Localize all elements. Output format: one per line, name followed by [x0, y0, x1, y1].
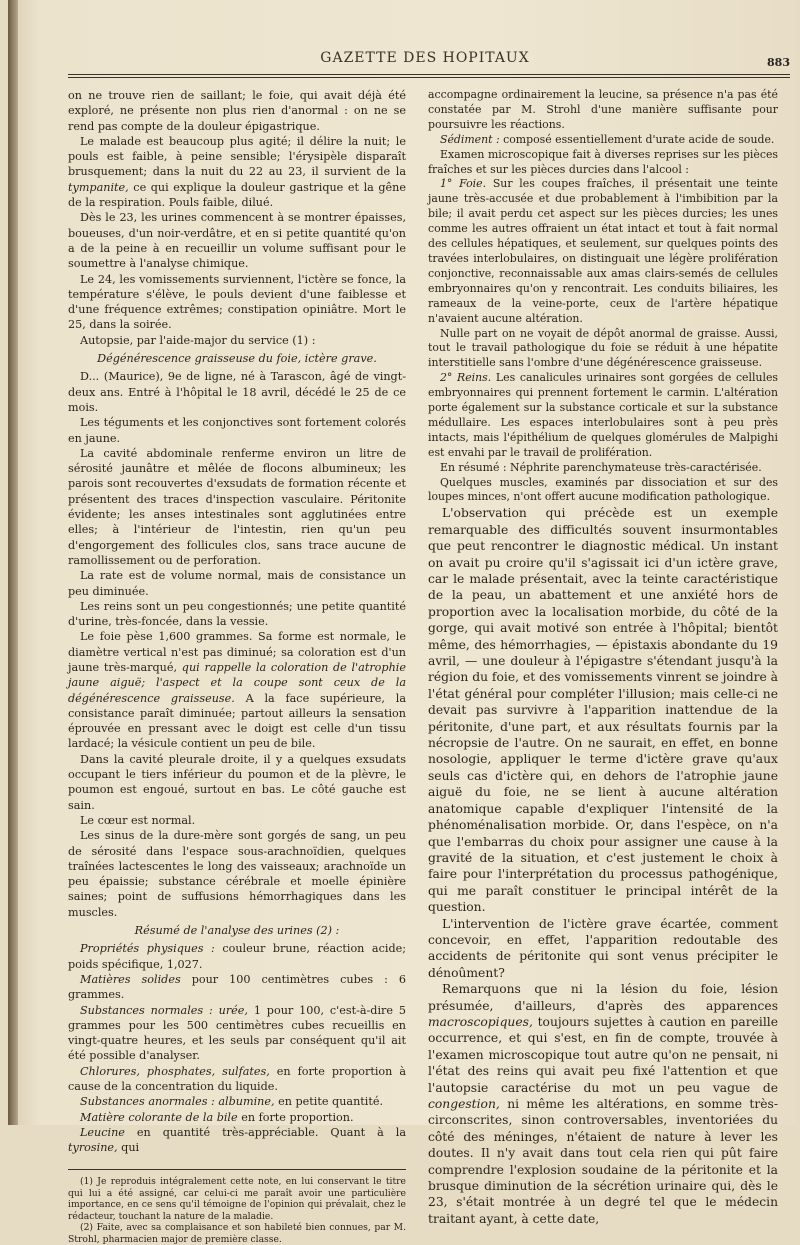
paragraph: Le 24, les vomissements surviennent, l'ictère se fonce, la température s'élève, le pouls devient d'une faiblesse et d'une fréquence extrêmes; constipation opiniâtre. Mort le 25, dans la soirée. [68, 272, 406, 332]
paragraph: Les téguments et les conjonctives sont fortement colorés en jaune. [68, 416, 406, 445]
paragraph: Les sinus de la dure-mère sont gorgés de sang, un peu de sérosité dans l'espace sous-arachnoïdien, quelques traînées lactescentes le long des vaisseaux; arachnoïde un peu épaissie; substance cérébrale et moelle épinière saines; point de suffusions hémorrhagiques dans les muscles. [68, 829, 406, 919]
commentary-block [428, 505, 778, 1227]
paragraph: accompagne ordinairement la leucine, sa présence n'a pas été constatée par M. Strohl d'une manière suffisante pour poursuivre les réactions. [428, 88, 778, 131]
footnote-rule [68, 1169, 406, 1170]
paragraph: La rate est de volume normal, mais de consistance un peu diminuée. [68, 569, 406, 598]
left-column [68, 88, 406, 1245]
paragraph: Dans la cavité pleurale droite, il y a quelques exsudats occupant le tiers inférieur du poumon et de la plèvre, le poumon est engoué, surtout en bas. Le côté gauche est sain. [68, 752, 406, 812]
footnote: (2) Faite, avec sa complaisance et son habileté bien connues, par M. Strohl, pharmacien major de première classe. [68, 1222, 406, 1245]
paragraph: Autopsie, par l'aide-major du service (1) : [80, 333, 316, 347]
page-number: 883 [767, 56, 790, 69]
paragraph: En résumé : Néphrite parenchymateuse très-caractérisée. [440, 460, 762, 474]
paragraph: Le cœur est normal. [80, 813, 196, 827]
header-rule [68, 74, 790, 75]
paragraph: Les reins sont un peu congestionnés; une petite quantité d'urine, très-foncée, dans la vessie. [68, 599, 406, 629]
header-rule-double [68, 77, 790, 78]
paragraph: Leucine en quantité très-appréciable. Quant à la tyrosine, qui [68, 1125, 406, 1155]
paragraph: Remarquons que ni la lésion du foie, lésion présumée, d'ailleurs, d'après des apparences macroscopiques, toujours sujettes à caution en pareille occurrence, et qui s'est, en fin de compte, trouvée à l'examen microscopique tout autre qu'on ne pensait, ni l'état des reins qui avait peu fixé l'attention et que l'autopsie caractérise du mot un peu vague de congestion, ni même les altérations, en somme très-circonscrites, sinon controversables, inventoriées du côté des méninges, n'étaient de nature à lever les doutes. Il n'y avait dans tout cela rien qui pût faire comprendre l'explosion soudaine de la péritonite et la brusque diminution de la sécrétion urinaire qui, dès le 23, s'était montrée à un degré tel que le médecin traitant ayant, à cette date, [428, 982, 778, 1226]
page-header [60, 50, 790, 72]
paragraph: Matières solides pour 100 centimètres cubes : 6 grammes. [68, 972, 406, 1002]
right-column [428, 88, 778, 1227]
footnote: (1) Je reproduis intégralement cette note, en lui conservant le titre qui lui a été assigné, car celui-ci me paraît avoir une particulière importance, en ce sens qu'il témoigne de l'opinion qui prévalait, chez le rédacteur, touchant la nature de la maladie. [68, 1176, 406, 1222]
paragraph: Nulle part on ne voyait de dépôt anormal de graisse. Aussi, tout le travail pathologique du foie se réduit à une hépatite interstitielle sans l'ombre d'une dégénérescence graisseuse. [428, 326, 778, 370]
paragraph: Le malade est beaucoup plus agité; il délire la nuit; le pouls est faible, à peine sensible; l'érysipèle disparaît brusquement; dans la nuit du 22 au 23, il survient de la tympanite, ce qui explique la douleur gastrique et la gêne de la respiration. Pouls faible, dilué. [68, 134, 406, 210]
paragraph: Examen microscopique fait à diverses reprises sur les pièces fraîches et sur les pièces durcies dans l'alcool : [428, 147, 778, 176]
section-heading: Dégénérescence graisseuse du foie, ictère grave. [97, 352, 377, 366]
journal-title: GAZETTE DES HOPITAUX [320, 50, 530, 66]
paragraph: Substances anormales : albumine, en petite quantité. [80, 1095, 384, 1109]
paragraph: 1° Foie. Sur les coupes fraîches, il présentait une teinte jaune très-accusée et due probablement à l'imbibition par la bile; il avait perdu cet aspect sur les pièces durcies; les unes comme les autres offraient un état intact et tout à fait normal des cellules hépatiques, et seulement, sur quelques points des travées interlobulaires, on distinguait une légère prolifération conjonctive, reconnaissable aux amas clairs-semés de cellules embryonnaires qu'on y rencontrait. Les conduits biliaires, les rameaux de la veine-porte, ceux de l'artère hépatique n'avaient aucune altération. [428, 177, 778, 325]
paragraph: Matière colorante de la bile en forte proportion. [80, 1110, 354, 1124]
section-heading: Résumé de l'analyse des urines (2) : [134, 924, 340, 938]
paragraph: Sédiment : composé essentiellement d'urate acide de soude. [440, 132, 775, 146]
paragraph: 2° Reins. Les canalicules urinaires sont gorgées de cellules embryonnaires qui prennent fortement le carmin. L'altération porte également sur la substance corticale et sur la substance médullaire. Les espaces interlobulaires sont à peu près intacts, mais l'épithélium de quelques glomérules de Malpighi est envahi par le travail de prolifération. [428, 371, 778, 459]
paragraph: Propriétés physiques : couleur brune, réaction acide; poids spécifique, 1,027. [68, 942, 406, 971]
paragraph: Chlorures, phosphates, sulfates, en forte proportion à cause de la concentration du liquide. [68, 1064, 406, 1093]
paragraph: L'intervention de l'ictère grave écartée, comment concevoir, en effet, l'apparition redoutable des accidents de péritonite qui sont venus précipiter le dénoûment? [428, 916, 778, 980]
footnotes [68, 1176, 406, 1244]
paragraph: Dès le 23, les urines commencent à se montrer épaisses, boueuses, d'un noir-verdâtre, et en si petite quantité qu'on a de la peine à en recueillir un volume suffisant pour le soumettre à l'analyse chimique. [68, 211, 406, 271]
paragraph: Substances normales : urée, 1 pour 100, c'est-à-dire 5 grammes pour les 500 centimètres cubes recueillis en vingt-quatre heures, et les seuls par conséquent qu'il ait été possible d'analyser. [68, 1003, 406, 1063]
paragraph: D... (Maurice), 9e de ligne, né à Tarascon, âgé de vingt-deux ans. Entré à l'hôpital le 18 avril, décédé le 25 de ce mois. [68, 370, 406, 414]
page-binding [8, 0, 18, 1125]
paragraph: on ne trouve rien de saillant; le foie, qui avait déjà été exploré, ne présente non plus rien d'anormal : on ne se rend pas compte de la douleur épigastrique. [68, 89, 406, 133]
paragraph: Quelques muscles, examinés par dissociation et sur des loupes minces, n'ont offert aucune modification pathologique. [428, 475, 778, 504]
paragraph: L'observation qui précède est un exemple remarquable des difficultés souvent insurmontables que peut rencontrer le diagnostic médical. Un instant on avait pu croire qu'il s'agissait ici d'un ictère grave, car le malade présentait, avec la teinte caractéristique de la peau, un abattement et une anxiété hors de proportion avec la localisation morbide, du côté de la gorge, qui avait motivé son entrée à l'hôpital; bientôt même, des hémorrhagies, — épistaxis abondante du 19 avril, — une douleur à l'épigastre s'étendant jusqu'à la région du foie, et des vomissements vinrent se joindre à l'état général pour compléter l'illusion; mais celle-ci ne devait pas survivre à l'apparition inattendue de la péritonite, d'une part, et aux résultats fournis par la nécropsie de l'autre. On ne saurait, en effet, en bonne nosologie, appliquer le terme d'ictère grave qu'aux seuls cas d'ictère qui, en dehors de l'atrophie jaune aiguë du foie, ne se lient à aucune altération anatomique capable d'expliquer l'intensité de la phénoménalisation morbide. Or, dans l'espèce, on n'a que l'embarras du choix pour assigner une cause à la gravité de la situation, et c'est justement le choix à faire pour l'interprétation du processus pathogénique, qui me paraît constituer le principal intérêt de la question. [428, 506, 778, 915]
paragraph: La cavité abdominale renferme environ un litre de sérosité jaunâtre et mêlée de flocons albumineux; les parois sont recouvertes d'exsudats de formation récente et présentent des traces d'inspection vasculaire. Péritonite évidente; les anses intestinales sont agglutinées entre elles; à l'intérieur de l'intestin, rien qu'un peu d'engorgement des follicules clos, sans trace aucune de ramollissement ou de perforation. [68, 446, 406, 567]
paragraph: Le foie pèse 1,600 grammes. Sa forme est normale, le diamètre vertical n'est pas diminué; sa coloration est d'un jaune très-marqué, qui rappelle la coloration de l'atrophie jaune aiguë; l'aspect et la coupe sont ceux de la dégénérescence graisseuse. A la face supérieure, la consistance paraît diminuée; partout ailleurs la sensation éprouvée en pressant avec le doigt est celle d'un tissu lardacé; la vésicule contient un peu de bile. [68, 630, 406, 751]
newspaper-page [8, 0, 796, 1245]
